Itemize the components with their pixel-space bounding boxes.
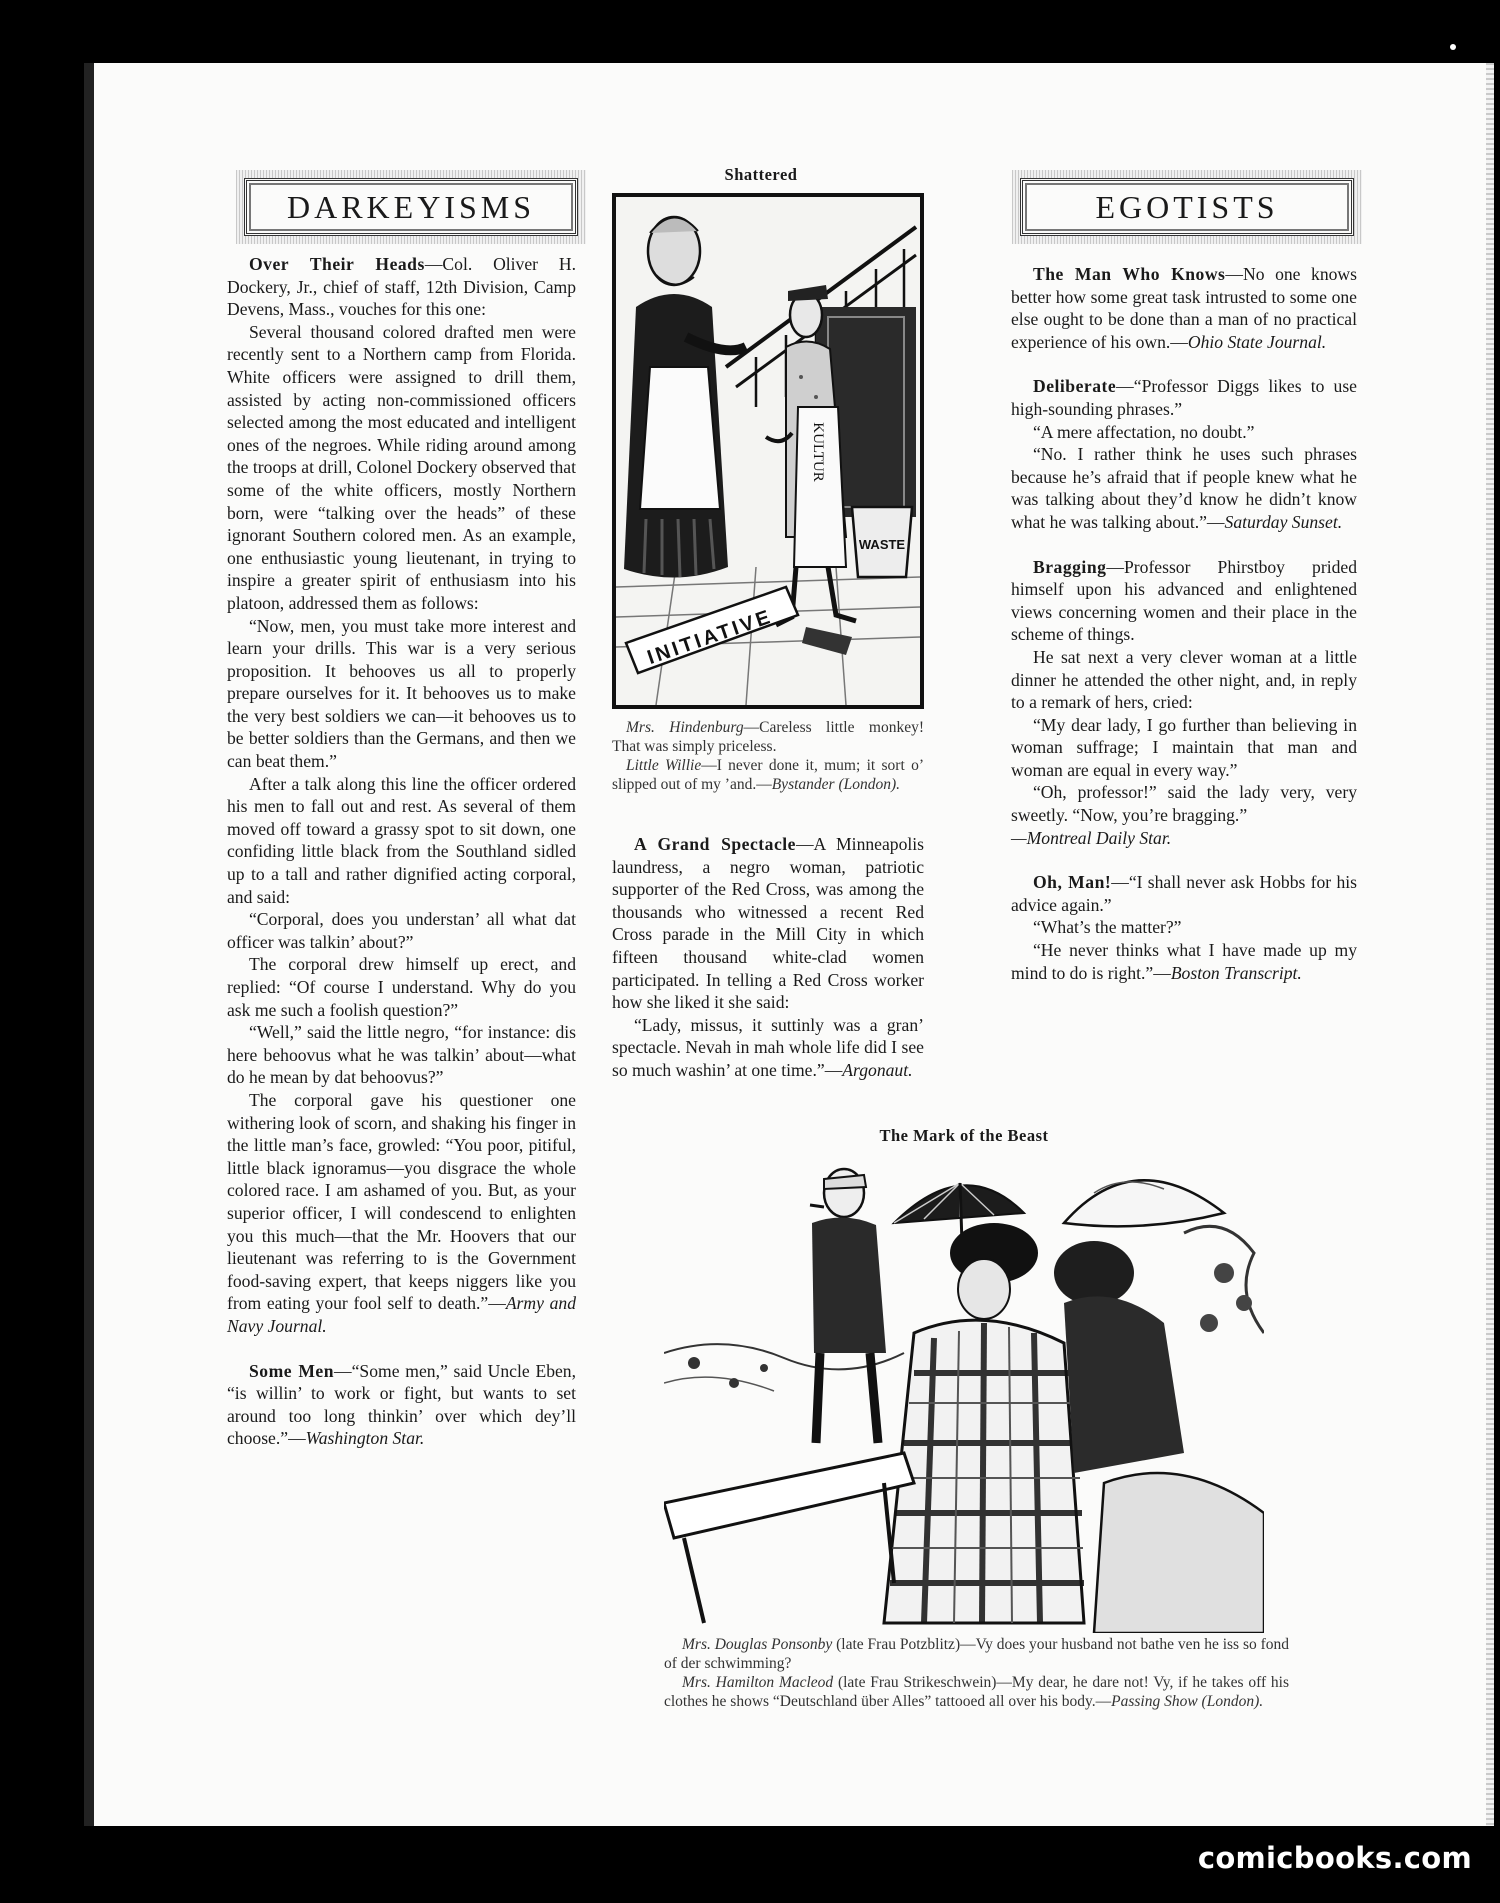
paragraph-text: —“Professor Diggs likes to use high-sounding phrases.” <box>1011 376 1357 419</box>
article-quote <box>612 1014 924 1082</box>
middle-column-text <box>612 833 924 1082</box>
caption-text: (late Frau Strikeschwein)—My dear, he dare not! Vy, if he takes off his clothes he shows “Deutschland über Alles” tattooed all over his body.— <box>664 1674 1289 1710</box>
paragraph-with-source <box>227 1089 576 1338</box>
masthead-darkeyisms: DARKEYISMS <box>286 189 536 225</box>
article-heading: A Grand Spectacle <box>634 834 796 854</box>
paragraph-with-source <box>1011 939 1357 984</box>
cartoon-shattered <box>612 193 924 709</box>
paragraph: “Well,” said the little negro, “for instance: dis here behoovus what he was talkin’ about—what do he mean by dat behoovus?” <box>227 1022 576 1088</box>
masthead-egotists: EGOTISTS <box>1095 189 1279 225</box>
page-gutter-edge <box>84 63 94 1826</box>
paragraph: “Corporal, does you understan’ all what dat officer was talkin’ about?” <box>227 909 576 952</box>
paragraph-text: —“I shall never ask Hobbs for his advice again.” <box>1011 872 1357 915</box>
paragraph: “Oh, professor!” said the lady very, very sweetly. “Now, you’re bragging.” <box>1011 782 1357 826</box>
page-fore-edge <box>1486 63 1494 1826</box>
scan-artifact-dot <box>1450 44 1456 50</box>
article-source: Washington Star. <box>305 1428 425 1449</box>
article-source: Army and Navy Journal. <box>227 1293 576 1336</box>
caption-line-2 <box>664 1673 1289 1711</box>
paragraph: “My dear lady, I go further than believing in woman suffrage; I maintain that man and woman are equal in every way.” <box>1011 714 1357 780</box>
caption-speaker: Little Willie <box>626 757 702 774</box>
article-deliberate <box>1011 375 1357 420</box>
caption-speaker: Mrs. Douglas Ponsonby <box>682 1636 833 1653</box>
cartoon-mark-caption <box>664 1635 1289 1711</box>
cartoon-mark-of-the-beast <box>664 1153 1264 1633</box>
article-over-their-heads-lead <box>227 253 576 321</box>
caption-line-1 <box>664 1635 1289 1673</box>
cartoon-title-mark-of-the-beast: The Mark of the Beast <box>879 1126 1049 1145</box>
paragraph: “Now, men, you must take more interest and learn your drills. This war is a very serious proposition. It behooves us all to properly prepare ourselves for it. It behooves us to make the very best soldiers we can—it behooves us to be better soldiers than the Germans, and then we can beat them.” <box>227 615 576 772</box>
article-man-who-knows <box>1011 263 1357 353</box>
paragraph-text: —Professor Phirstboy prided himself upon his advanced and enlightened views concerning women and their place in the scheme of things. <box>1011 556 1357 645</box>
caption-speaker: Mrs. Hindenburg <box>626 719 744 736</box>
article-source: —Montreal Daily Star. <box>1011 827 1172 848</box>
paragraph: “What’s the matter?” <box>1033 917 1182 938</box>
cartoon-mark-of-the-beast-drawing <box>664 1153 1264 1633</box>
paragraph-text: The corporal gave his questioner one withering look of scorn, and shaking his finger in the little man’s face, growled: “You poor, pitiful, little black ignoramus—you disgrace the whole colored race. I am ashamed of you. But, as your superior officer, I will condescend to enlighten you this much—that the Mr. Hoovers that our lieutenant was referring to is the Government food-saving expert, that keeps niggers like you from eating your fool self to death.”— <box>227 1089 576 1314</box>
cartoon-label-initiative: INITIATIVE <box>644 605 776 670</box>
caption-source: Bystander (London). <box>771 776 901 793</box>
caption-text: —I never done it, mum; it sort o’ slipped out of my ’and.— <box>612 757 924 793</box>
article-heading: Oh, Man! <box>1033 872 1112 893</box>
article-oh-man <box>1011 871 1357 916</box>
article-body: —“Some men,” said Uncle Eben, “is willin’ to work or fight, but wants to set around too long thinkin’ over which dey’ll choose.”— <box>227 1360 576 1449</box>
paragraph-text: “He never thinks what I have made up my mind to do is right.”— <box>1011 940 1357 983</box>
cartoon-label-waste: WASTE <box>858 537 906 552</box>
magazine-page <box>84 63 1494 1826</box>
paragraph: Several thousand colored drafted men were recently sent to a Northern camp from Florida. White officers were assigned to drill them, assisted by acting non-commissioned officers selected among the most educated and intelligent ones of the negroes. While riding around among the troops at drill, Colonel Dockery observed that some of the white officers, mostly Northern born, were “talking over the heads” of these ignorant Southern colored men. As an example, one enthusiastic young lieutenant, in trying to inspire a greater spirit of enthusiasm into his platoon, addressed them as follows: <box>227 321 576 613</box>
quote-text: “Lady, missus, it suttinly was a gran’ spectacle. Nevah in mah whole life did I see so much washin’ at one time.”— <box>612 1014 924 1080</box>
paragraph: He sat next a very clever woman at a little dinner he attended the other night, and, in reply to a remark of hers, cried: <box>1011 646 1357 713</box>
caption-text: (late Frau Potzblitz)—Vy does your husband not bathe ven he iss so fond of der schwimming? <box>664 1636 1290 1672</box>
article-bragging <box>1011 556 1357 646</box>
paragraph: “A mere affectation, no doubt.” <box>1033 421 1255 442</box>
paragraph: The corporal drew himself up erect, and replied: “Of course I understand. Why do you ask me such a foolish question?” <box>227 954 576 1020</box>
article-source: Ohio State Journal. <box>1187 331 1327 352</box>
article-source: Boston Transcript. <box>1170 962 1302 983</box>
caption-text: —Careless little monkey! That was simply priceless. <box>612 719 924 755</box>
article-body: —No one knows better how some great task intrusted to some one else ought to be done than a man of no practical experience of his own.— <box>1011 264 1357 352</box>
paragraph-text: “No. I rather think he uses such phrases because he’s afraid that if people knew what he was talking about they’d know he didn’t know what he was talking about.”— <box>1011 444 1357 532</box>
cartoon-shattered-drawing <box>616 197 920 705</box>
right-column-text <box>1011 263 1357 984</box>
article-source: Saturday Sunset. <box>1224 511 1343 532</box>
article-heading: Over Their Heads <box>249 254 425 274</box>
article-grand-spectacle <box>612 833 924 1014</box>
cartoon-title-shattered: Shattered <box>724 165 798 184</box>
article-some-men <box>227 1360 576 1450</box>
paragraph-with-source <box>1011 443 1357 533</box>
caption-source: Passing Show (London). <box>1111 1693 1264 1710</box>
paragraph: After a talk along this line the officer ordered his men to fall out and rest. As several of them moved off toward a grassy spot to sit down, one confiding little black from the Southland sidled up to a tall and rather dignified acting corporal, and said: <box>227 773 576 907</box>
article-intro: —A Minneapolis laundress, a negro woman, patriotic supporter of the Red Cross, was among the thousands who witnessed a recent Red Cross parade in the Mill City in which fifteen thousand white-clad women participated. In telling a Red Cross worker how she liked it she said: <box>612 834 924 1013</box>
cartoon-shattered-caption <box>612 718 924 794</box>
caption-line-2 <box>612 756 924 794</box>
caption-speaker: Mrs. Hamilton Macleod <box>682 1674 834 1691</box>
cartoon-label-kultur: KULTUR <box>810 422 826 482</box>
article-heading: Bragging <box>1033 556 1107 577</box>
left-column-text <box>227 253 576 1450</box>
watermark-comicbooks: comicbooks.com <box>1197 1841 1472 1875</box>
caption-line-1 <box>612 718 924 756</box>
article-heading: The Man Who Knows <box>1033 264 1226 284</box>
article-heading: Deliberate <box>1033 376 1117 397</box>
article-heading: Some Men <box>249 1360 335 1381</box>
article-intro: —Col. Oliver H. Dockery, Jr., chief of staff, 12th Division, Camp Devens, Mass., vouches for this one: <box>227 254 576 320</box>
article-source: Argonaut. <box>842 1059 913 1080</box>
